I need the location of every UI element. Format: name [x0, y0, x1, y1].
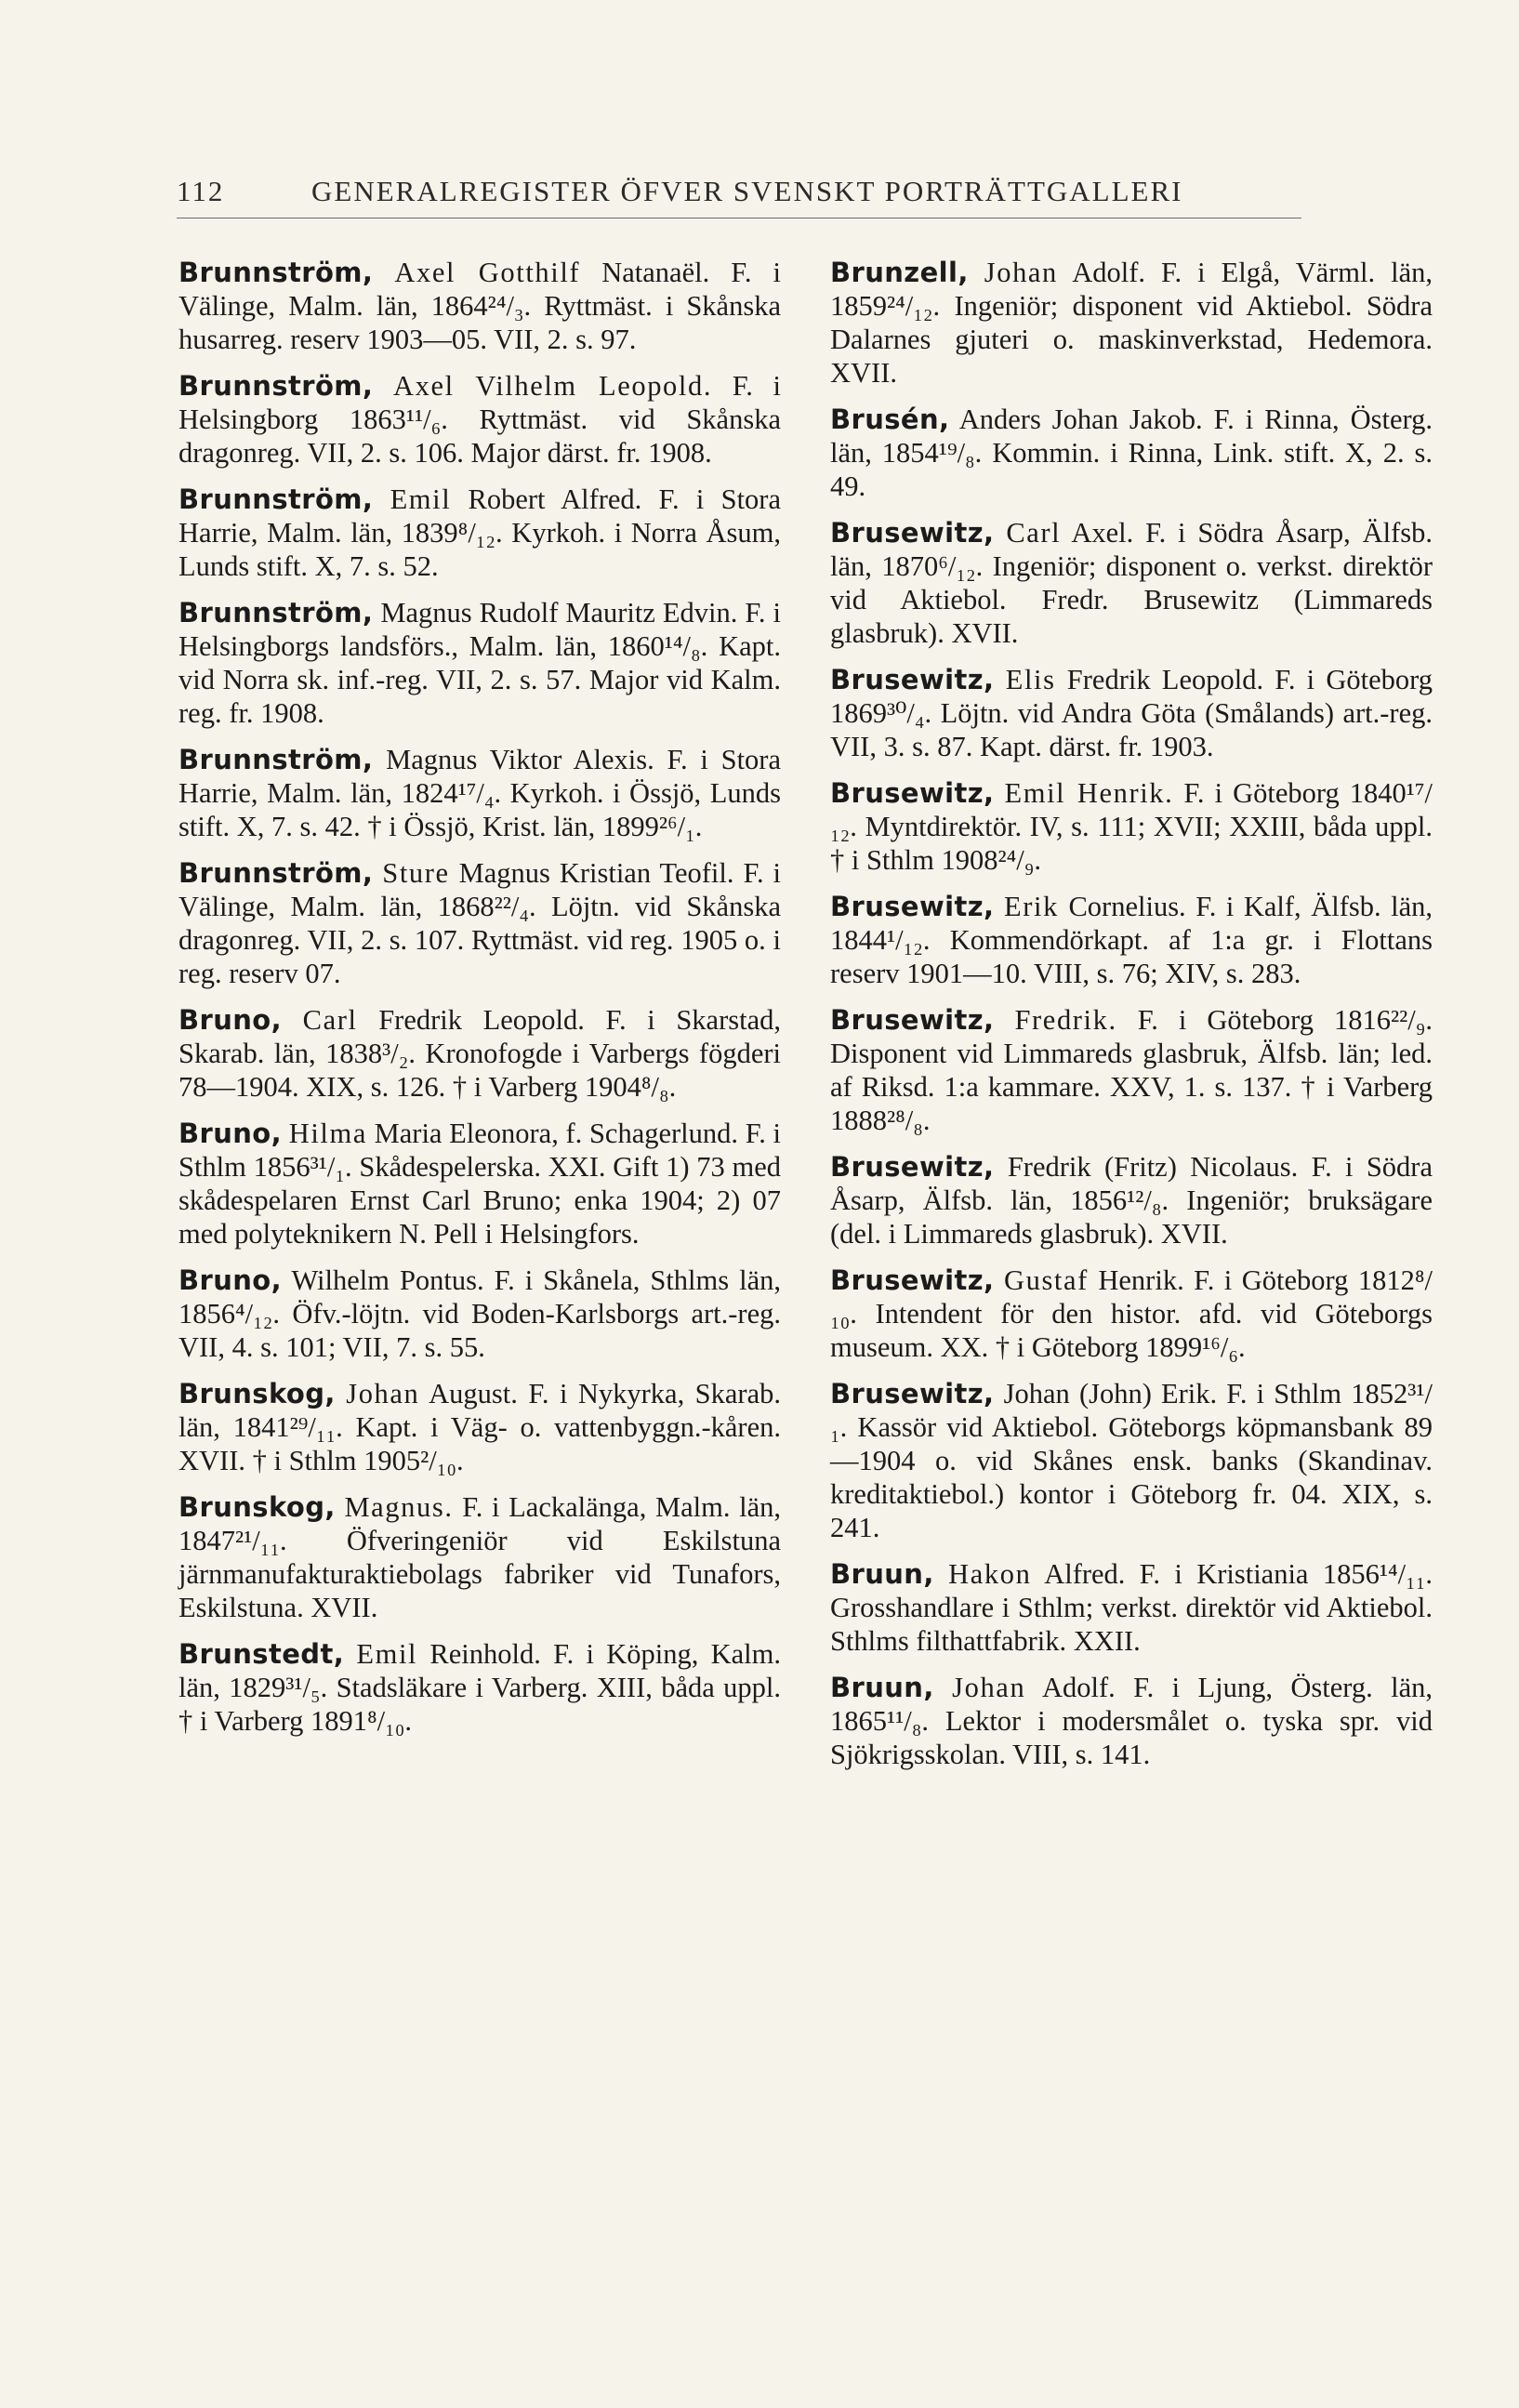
- entry-surname: Brunstedt,: [178, 1638, 345, 1670]
- entry-surname: Brusewitz,: [830, 777, 995, 809]
- register-entry: [178, 743, 781, 843]
- entry-details: Fredrik Leopold. F. i Skarstad, Skarab. län, 1838³/₂. Kronofogde i Varbergs fögderi 78—1904. XIX, s. 126. † i Varberg 1904⁸/₈.: [178, 1004, 782, 1103]
- entry-details: F. i Göteborg 1840¹⁷/₁₂. Myntdirektör. IV, s. 111; XVII; XXIII, båda uppl. † i Sthlm 1908²⁴/₉.: [830, 777, 1433, 876]
- register-entry: [178, 1264, 781, 1364]
- register-entry: [830, 776, 1433, 877]
- register-entry: [178, 1637, 781, 1738]
- register-entry: [830, 1671, 1433, 1771]
- register-entry: [178, 1117, 781, 1250]
- entry-given-name: Axel Gotthilf: [394, 257, 581, 288]
- entry-given-name: Fredrik.: [1014, 1004, 1117, 1036]
- entry-surname: Brunnström,: [178, 370, 374, 402]
- entry-surname: Brunnström,: [178, 857, 374, 889]
- entry-details: Anders Johan Jakob. F. i Rinna, Österg. län, 1854¹⁹/₈. Kommin. i Rinna, Link. stift. X, 2. s. 49.: [830, 404, 1433, 502]
- entry-details: Fredrik Leopold. F. i Göteborg 1869³⁰/₄. Löjtn. vid Andra Göta (Smålands) art.-reg. VII, 3. s. 87. Kapt. därst. fr. 1903.: [830, 664, 1433, 762]
- entry-details: F. i Helsingborg 1863¹¹/₆. Ryttmäst. vid Skånska dragonreg. VII, 2. s. 106. Major därst. fr. 1908.: [178, 370, 782, 469]
- register-entry: [830, 1557, 1433, 1658]
- entry-details: Alfred. F. i Kristiania 1856¹⁴/₁₁. Grosshandlare i Sthlm; verkst. direktör vid Aktiebol. Sthlms filthattfabrik. XXII.: [830, 1558, 1433, 1657]
- entry-surname: Brunnström,: [178, 597, 374, 628]
- page-number: 112: [177, 175, 225, 207]
- page-header: [177, 175, 1301, 218]
- entry-surname: Brusewitz,: [830, 1004, 995, 1036]
- register-entry: [830, 1377, 1433, 1544]
- register-entry: [830, 1150, 1433, 1250]
- register-entry: [178, 483, 781, 583]
- register-entry: [178, 1003, 781, 1104]
- register-entry: [830, 256, 1433, 390]
- left-column: [178, 256, 781, 1751]
- register-entry: [178, 1377, 781, 1477]
- entry-details: Axel. F. i Södra Åsarp, Älfsb. län, 1870⁶/₁₂. Ingeniör; disponent o. verkst. direktör vid Aktiebol. Fredr. Brusewitz (Limmareds glasbruk). XVII.: [830, 517, 1433, 649]
- entry-details: Natanaël. F. i Välinge, Malm. län, 1864²⁴/₃. Ryttmäst. i Skånska husarreg. reserv 1903—05. VII, 2. s. 97.: [178, 257, 781, 355]
- entry-surname: Bruun,: [830, 1558, 934, 1590]
- register-entry: [830, 1264, 1433, 1364]
- register-entry: [178, 856, 781, 990]
- register-entry: [178, 256, 781, 356]
- entry-details: Magnus Rudolf Mauritz Edvin. F. i Helsingborgs landsförs., Malm. län, 1860¹⁴/₈. Kapt. vid Norra sk. inf.-reg. VII, 2. s. 57. Major vid Kalm. reg. fr. 1908.: [178, 597, 782, 729]
- right-column: [830, 256, 1433, 1784]
- entry-details: August. F. i Nykyrka, Skarab. län, 1841²⁹/₁₁. Kapt. i Väg- o. vattenbyggn.-kåren. XVII. † i Sthlm 1905²/₁₀.: [178, 1378, 781, 1476]
- entry-given-name: Emil: [390, 483, 452, 515]
- entry-surname: Bruno,: [178, 1118, 283, 1149]
- entry-given-name: Hilma: [288, 1118, 367, 1149]
- entry-surname: Bruno,: [178, 1004, 283, 1036]
- entry-surname: Brunzell,: [830, 257, 969, 288]
- entry-given-name: Emil: [356, 1638, 418, 1670]
- entry-surname: Brunskog,: [178, 1491, 336, 1523]
- entry-given-name: Sture: [382, 857, 450, 889]
- entry-surname: Brusewitz,: [830, 1264, 995, 1296]
- entry-given-name: Erik: [1004, 891, 1059, 922]
- entry-details: F. i Lackalänga, Malm. län, 1847²¹/₁₁. Öfveringeniör vid Eskilstuna järnmanufakturaktiebolags fabriker vid Tunafors, Eskilstuna. XVII.: [178, 1491, 782, 1623]
- entry-surname: Brusewitz,: [830, 1151, 995, 1183]
- entry-details: Fredrik (Fritz) Nicolaus. F. i Södra Åsarp, Älfsb. län, 1856¹²/₈. Ingeniör; bruksägare (del. i Limmareds glasbruk). XVII.: [830, 1151, 1433, 1250]
- entry-details: Maria Eleonora, f. Schagerlund. F. i Sthlm 1856³¹/₁. Skådespelerska. XXI. Gift 1) 73 med skådespelaren Ernst Carl Bruno; enka 1904; 2) 07 med polyteknikern N. Pell i Helsingfors.: [178, 1118, 781, 1250]
- entry-given-name: Magnus.: [344, 1491, 454, 1523]
- register-entry: [830, 516, 1433, 650]
- entry-surname: Bruno,: [178, 1264, 283, 1296]
- entry-given-name: Emil Henrik.: [1004, 777, 1174, 809]
- register-entry: [178, 1490, 781, 1624]
- register-entry: [830, 663, 1433, 763]
- entry-given-name: Gustaf: [1003, 1264, 1089, 1296]
- entry-given-name: Hakon: [948, 1558, 1032, 1590]
- entry-surname: Brunnström,: [178, 744, 374, 775]
- entry-details: Wilhelm Pontus. F. i Skånela, Sthlms län, 1856⁴/₁₂. Öfv.-löjtn. vid Boden-Karlsborgs art.-reg. VII, 4. s. 101; VII, 7. s. 55.: [178, 1264, 781, 1363]
- entry-given-name: Elis: [1005, 664, 1056, 695]
- entry-surname: Brusewitz,: [830, 891, 995, 922]
- entry-given-name: Johan: [952, 1672, 1026, 1703]
- entry-details: Adolf. F. i Elgå, Värml. län, 1859²⁴/₁₂. Ingeniör; disponent vid Aktiebol. Södra Dalarnes gjuteri o. maskinverkstad, Hedemora. XVII.: [830, 257, 1433, 389]
- entry-surname: Brusewitz,: [830, 517, 995, 549]
- entry-given-name: Carl: [1006, 517, 1062, 549]
- entry-details: Adolf. F. i Ljung, Österg. län, 1865¹¹/₈. Lektor i modersmålet o. tyska spr. vid Sjökrigsskolan. VIII, s. 141.: [830, 1672, 1433, 1770]
- entry-given-name: Axel Vilhelm Leopold.: [393, 370, 713, 402]
- entry-details: Henrik. F. i Göteborg 1812⁸/₁₀. Intendent för den histor. afd. vid Göteborgs museum. XX. † i Göteborg 1899¹⁶/₆.: [830, 1264, 1433, 1363]
- entry-surname: Brusén,: [830, 404, 950, 435]
- running-title: GENERALREGISTER ÖFVER SVENSKT PORTRÄTTGALLERI: [311, 175, 1183, 207]
- entry-details: Reinhold. F. i Köping, Kalm. län, 1829³¹/₅. Stadsläkare i Varberg. XIII, båda uppl. † i Varberg 1891⁸/₁₀.: [178, 1638, 781, 1737]
- register-entry: [830, 403, 1433, 503]
- entry-surname: Bruun,: [830, 1672, 934, 1703]
- entry-surname: Brunnström,: [178, 483, 374, 515]
- register-entry: [178, 596, 781, 730]
- entry-details: Cornelius. F. i Kalf, Älfsb. län, 1844¹/₁₂. Kommendörkapt. af 1:a gr. i Flottans reserv 1901—10. VIII, s. 76; XIV, s. 283.: [830, 891, 1433, 989]
- entry-given-name: Carl: [302, 1004, 358, 1036]
- register-entry: [178, 369, 781, 470]
- register-entry: [830, 1003, 1433, 1137]
- entry-details: Robert Alfred. F. i Stora Harrie, Malm. län, 1839⁸/₁₂. Kyrkoh. i Norra Åsum, Lunds stift. X, 7. s. 52.: [178, 483, 781, 582]
- entry-given-name: Johan: [346, 1378, 420, 1409]
- entry-details: Johan (John) Erik. F. i Sthlm 1852³¹/₁. Kassör vid Aktiebol. Göteborgs köpmansbank 89—1904 o. vid Skånes ensk. banks (Skandinav. kreditaktiebol.) kontor i Göteborg fr. 04. XIX, s. 241.: [830, 1378, 1433, 1543]
- entry-surname: Brusewitz,: [830, 1378, 995, 1409]
- entry-given-name: Johan: [984, 257, 1058, 288]
- entry-details: Magnus Kristian Teofil. F. i Välinge, Malm. län, 1868²²/₄. Löjtn. vid Skånska dragonreg. VII, 2. s. 107. Ryttmäst. vid reg. 1905 o. i reg. reserv 07.: [178, 857, 782, 989]
- entry-surname: Brusewitz,: [830, 664, 995, 695]
- entry-surname: Brunskog,: [178, 1378, 336, 1409]
- register-entry: [830, 890, 1433, 990]
- entry-details: Magnus Viktor Alexis. F. i Stora Harrie, Malm. län, 1824¹⁷/₄. Kyrkoh. i Össjö, Lunds stift. X, 7. s. 42. † i Össjö, Krist. län, 1899²⁶/₁.: [178, 744, 781, 842]
- entry-surname: Brunnström,: [178, 257, 374, 288]
- entry-details: F. i Göteborg 1816²²/₉. Disponent vid Limmareds glasbruk, Älfsb. län; led. af Riksd. 1:a kammare. XXV, 1. s. 137. † i Varberg 1888²⁸/₈.: [830, 1004, 1433, 1136]
